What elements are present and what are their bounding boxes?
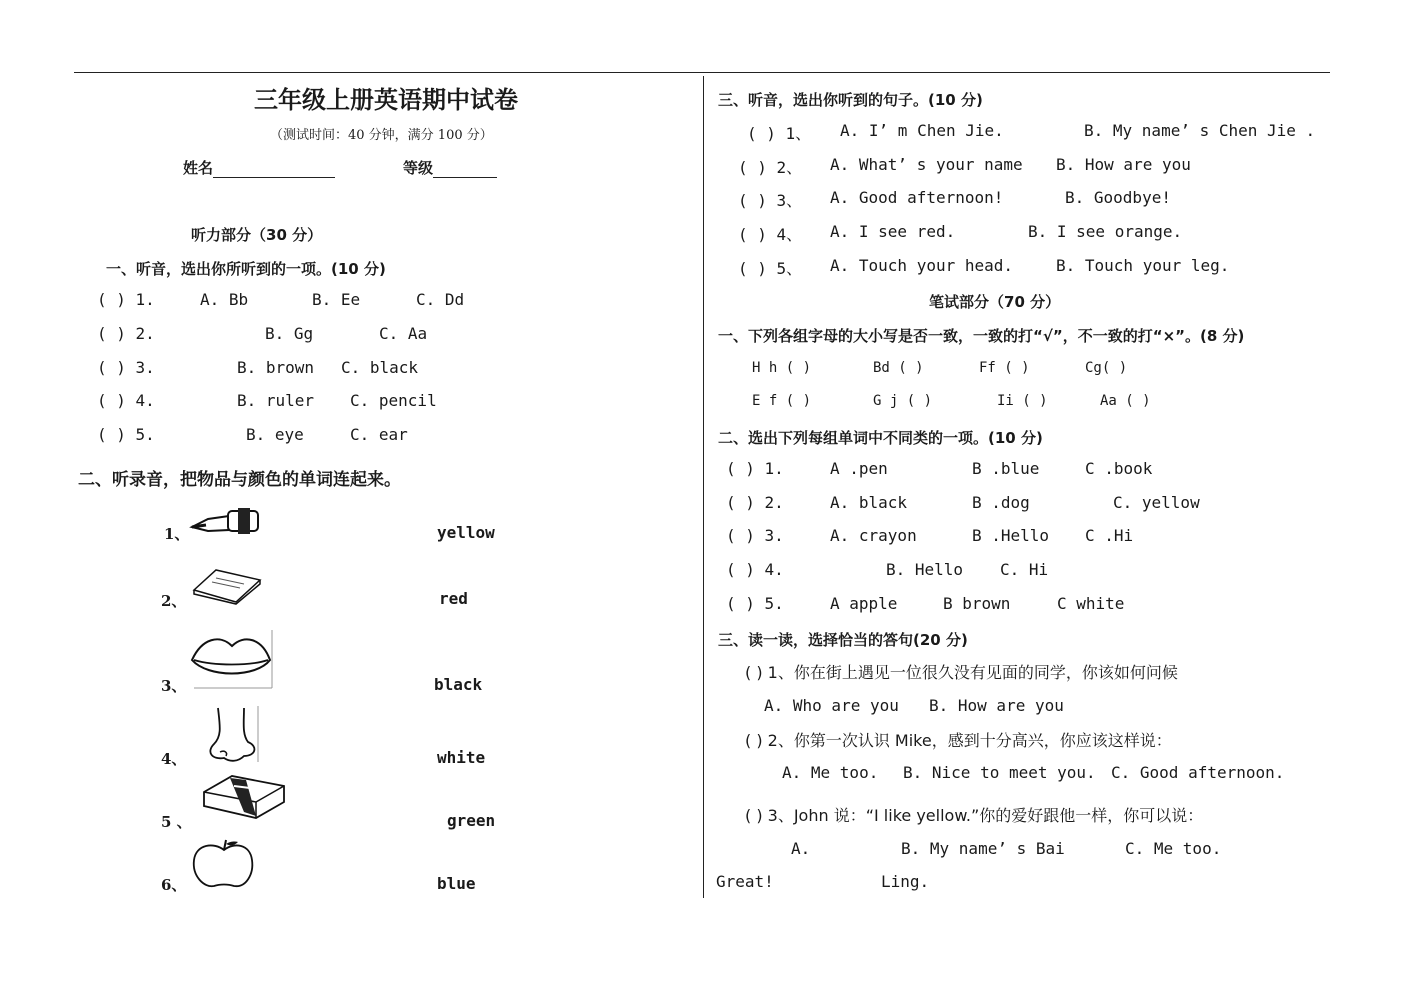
case-3[interactable]: Ff ( ) [979, 360, 1030, 376]
match-num-2: 2、 [161, 592, 187, 610]
read-q3-b: B. My name’ s Bai [901, 839, 1065, 858]
book-icon [190, 568, 262, 604]
apple-icon [192, 838, 256, 890]
read-q2-c: C. Good afternoon. [1111, 763, 1285, 782]
page-title: 三年级上册英语期中试卷 [254, 85, 518, 114]
l1-q1-a: A. Bb [200, 290, 249, 309]
case-8[interactable]: Aa ( ) [1100, 393, 1151, 409]
w2-q3-c: C .Hi [1085, 526, 1134, 545]
written-sec3-title: 三、读一读，选择恰当的答句(20 分) [718, 631, 968, 649]
written-sec1-title: 一、下列各组字母的大小写是否一致，一致的打“√”，不一致的打“×”。(8 分) [718, 327, 1245, 345]
l1-q1-b: B. Ee [312, 290, 361, 309]
w2-q4-c: C. Hi [1000, 560, 1049, 579]
l3-q1-bracket[interactable]: ( ) 1、 [747, 124, 812, 143]
case-4[interactable]: Cg( ) [1085, 360, 1128, 376]
w2-q1-a: A .pen [830, 459, 888, 478]
read-q1-b: B. How are you [929, 696, 1064, 715]
l3-q5-bracket[interactable]: ( ) 5、 [738, 259, 803, 278]
l3-q5-a: A. Touch your head. [830, 256, 1014, 275]
pencil-case-icon [200, 772, 288, 820]
read-q2[interactable]: ( ) 2、你第一次认识 Mike，感到十分高兴，你应该这样说： [745, 731, 1172, 750]
l3-q3-bracket[interactable]: ( ) 3、 [738, 191, 803, 210]
l1-q5-c: C. ear [350, 425, 408, 444]
w2-q3-b: B .Hello [972, 526, 1050, 545]
case-6[interactable]: G j ( ) [873, 393, 933, 409]
case-1[interactable]: H h ( ) [752, 360, 812, 376]
match-color-3[interactable]: black [434, 675, 483, 694]
read-q1[interactable]: ( ) 1、你在街上遇见一位很久没有见面的同学，你该如何问候 [745, 663, 1178, 682]
l3-q1-b: B. My name’ s Chen Jie . [1084, 121, 1316, 140]
w2-q3-bracket[interactable]: ( ) 3. [726, 526, 784, 545]
l1-q5-b: B. eye [246, 425, 304, 444]
match-color-4[interactable]: white [437, 748, 486, 767]
read-q3-b-cont: Ling. [881, 872, 930, 891]
listening-sec1-title: 一、听音，选出你所听到的一项。(10 分) [106, 260, 386, 278]
read-q2-a: A. Me too. [782, 763, 879, 782]
l3-q2-a: A. What’ s your name [830, 155, 1023, 174]
match-color-2[interactable]: red [439, 589, 468, 608]
match-color-5[interactable]: green [447, 811, 496, 830]
l1-q2-b: B. Gg [265, 324, 314, 343]
listening-sec2-title: 二、听录音，把物品与颜色的单词连起来。 [78, 470, 401, 490]
w2-q3-a: A. crayon [830, 526, 917, 545]
case-2[interactable]: Bd ( ) [873, 360, 924, 376]
name-blank[interactable] [213, 163, 335, 178]
column-divider [703, 76, 704, 898]
w2-q5-c: C white [1057, 594, 1125, 613]
written-header: 笔试部分（70 分） [929, 293, 1061, 311]
w2-q4-bracket[interactable]: ( ) 4. [726, 560, 784, 579]
match-num-6: 6、 [161, 876, 187, 894]
l3-q2-b: B. How are you [1056, 155, 1191, 174]
l1-q3-bracket[interactable]: ( ) 3. [97, 358, 155, 377]
l1-q4-b: B. ruler [237, 391, 315, 410]
match-num-4: 4、 [161, 750, 187, 768]
read-q3[interactable]: ( ) 3、John 说：“I like yellow.”你的爱好跟他一样，你可以说： [745, 806, 1204, 825]
w2-q1-bracket[interactable]: ( ) 1. [726, 459, 784, 478]
match-num-1: 1、 [164, 525, 190, 543]
l3-q2-bracket[interactable]: ( ) 2、 [738, 158, 803, 177]
page-subtitle: （测试时间：40 分钟，满分 100 分） [270, 128, 493, 143]
listening-sec3-title: 三、听音，选出你听到的句子。(10 分) [718, 91, 983, 109]
l3-q4-bracket[interactable]: ( ) 4、 [738, 225, 803, 244]
read-q3-a: A. [791, 839, 811, 858]
l3-q4-a: A. I see red. [830, 222, 956, 241]
case-5[interactable]: E f ( ) [752, 393, 812, 409]
l1-q1-c: C. Dd [416, 290, 465, 309]
grade-label: 等级 [403, 159, 434, 177]
l1-q3-c: C. black [341, 358, 419, 377]
l1-q5-bracket[interactable]: ( ) 5. [97, 425, 155, 444]
l1-q3-b: B. brown [237, 358, 315, 377]
w2-q2-b: B .dog [972, 493, 1030, 512]
w2-q1-b: B .blue [972, 459, 1040, 478]
l3-q3-b: B. Goodbye! [1065, 188, 1171, 207]
l1-q2-bracket[interactable]: ( ) 2. [97, 324, 155, 343]
l3-q3-a: A. Good afternoon! [830, 188, 1004, 207]
l3-q4-b: B. I see orange. [1028, 222, 1183, 241]
match-num-5: 5 、 [161, 813, 192, 831]
l3-q5-b: B. Touch your leg. [1056, 256, 1230, 275]
w2-q2-bracket[interactable]: ( ) 2. [726, 493, 784, 512]
case-7[interactable]: Ii ( ) [997, 393, 1048, 409]
written-sec2-title: 二、选出下列每组单词中不同类的一项。(10 分) [718, 429, 1043, 447]
match-num-3: 3、 [161, 677, 187, 695]
read-q1-a: A. Who are you [764, 696, 899, 715]
l3-q1-a: A. I’ m Chen Jie. [840, 121, 1004, 140]
w2-q1-c: C .book [1085, 459, 1153, 478]
read-q3-a-cont: Great! [716, 872, 774, 891]
name-field[interactable] [183, 157, 335, 178]
read-q3-c: C. Me too. [1125, 839, 1222, 858]
l1-q2-c: C. Aa [379, 324, 428, 343]
match-color-6[interactable]: blue [437, 874, 476, 893]
mouth-icon [190, 628, 274, 690]
w2-q4-b: B. Hello [886, 560, 964, 579]
match-color-1[interactable]: yellow [437, 523, 495, 542]
top-rule [74, 72, 1330, 73]
name-label: 姓名 [183, 159, 214, 177]
w2-q2-c: C. yellow [1113, 493, 1200, 512]
w2-q2-a: A. black [830, 493, 908, 512]
w2-q5-a: A apple [830, 594, 898, 613]
l1-q1-bracket[interactable]: ( ) 1. [97, 290, 155, 309]
listening-header: 听力部分（30 分） [191, 226, 323, 244]
l1-q4-bracket[interactable]: ( ) 4. [97, 391, 155, 410]
w2-q5-bracket[interactable]: ( ) 5. [726, 594, 784, 613]
l1-q4-c: C. pencil [350, 391, 437, 410]
read-q2-b: B. Nice to meet you. [903, 763, 1096, 782]
grade-field[interactable] [403, 157, 497, 178]
nose-icon [204, 706, 260, 764]
grade-blank[interactable] [433, 163, 497, 178]
w2-q5-b: B brown [943, 594, 1011, 613]
pencil-icon [190, 505, 270, 535]
